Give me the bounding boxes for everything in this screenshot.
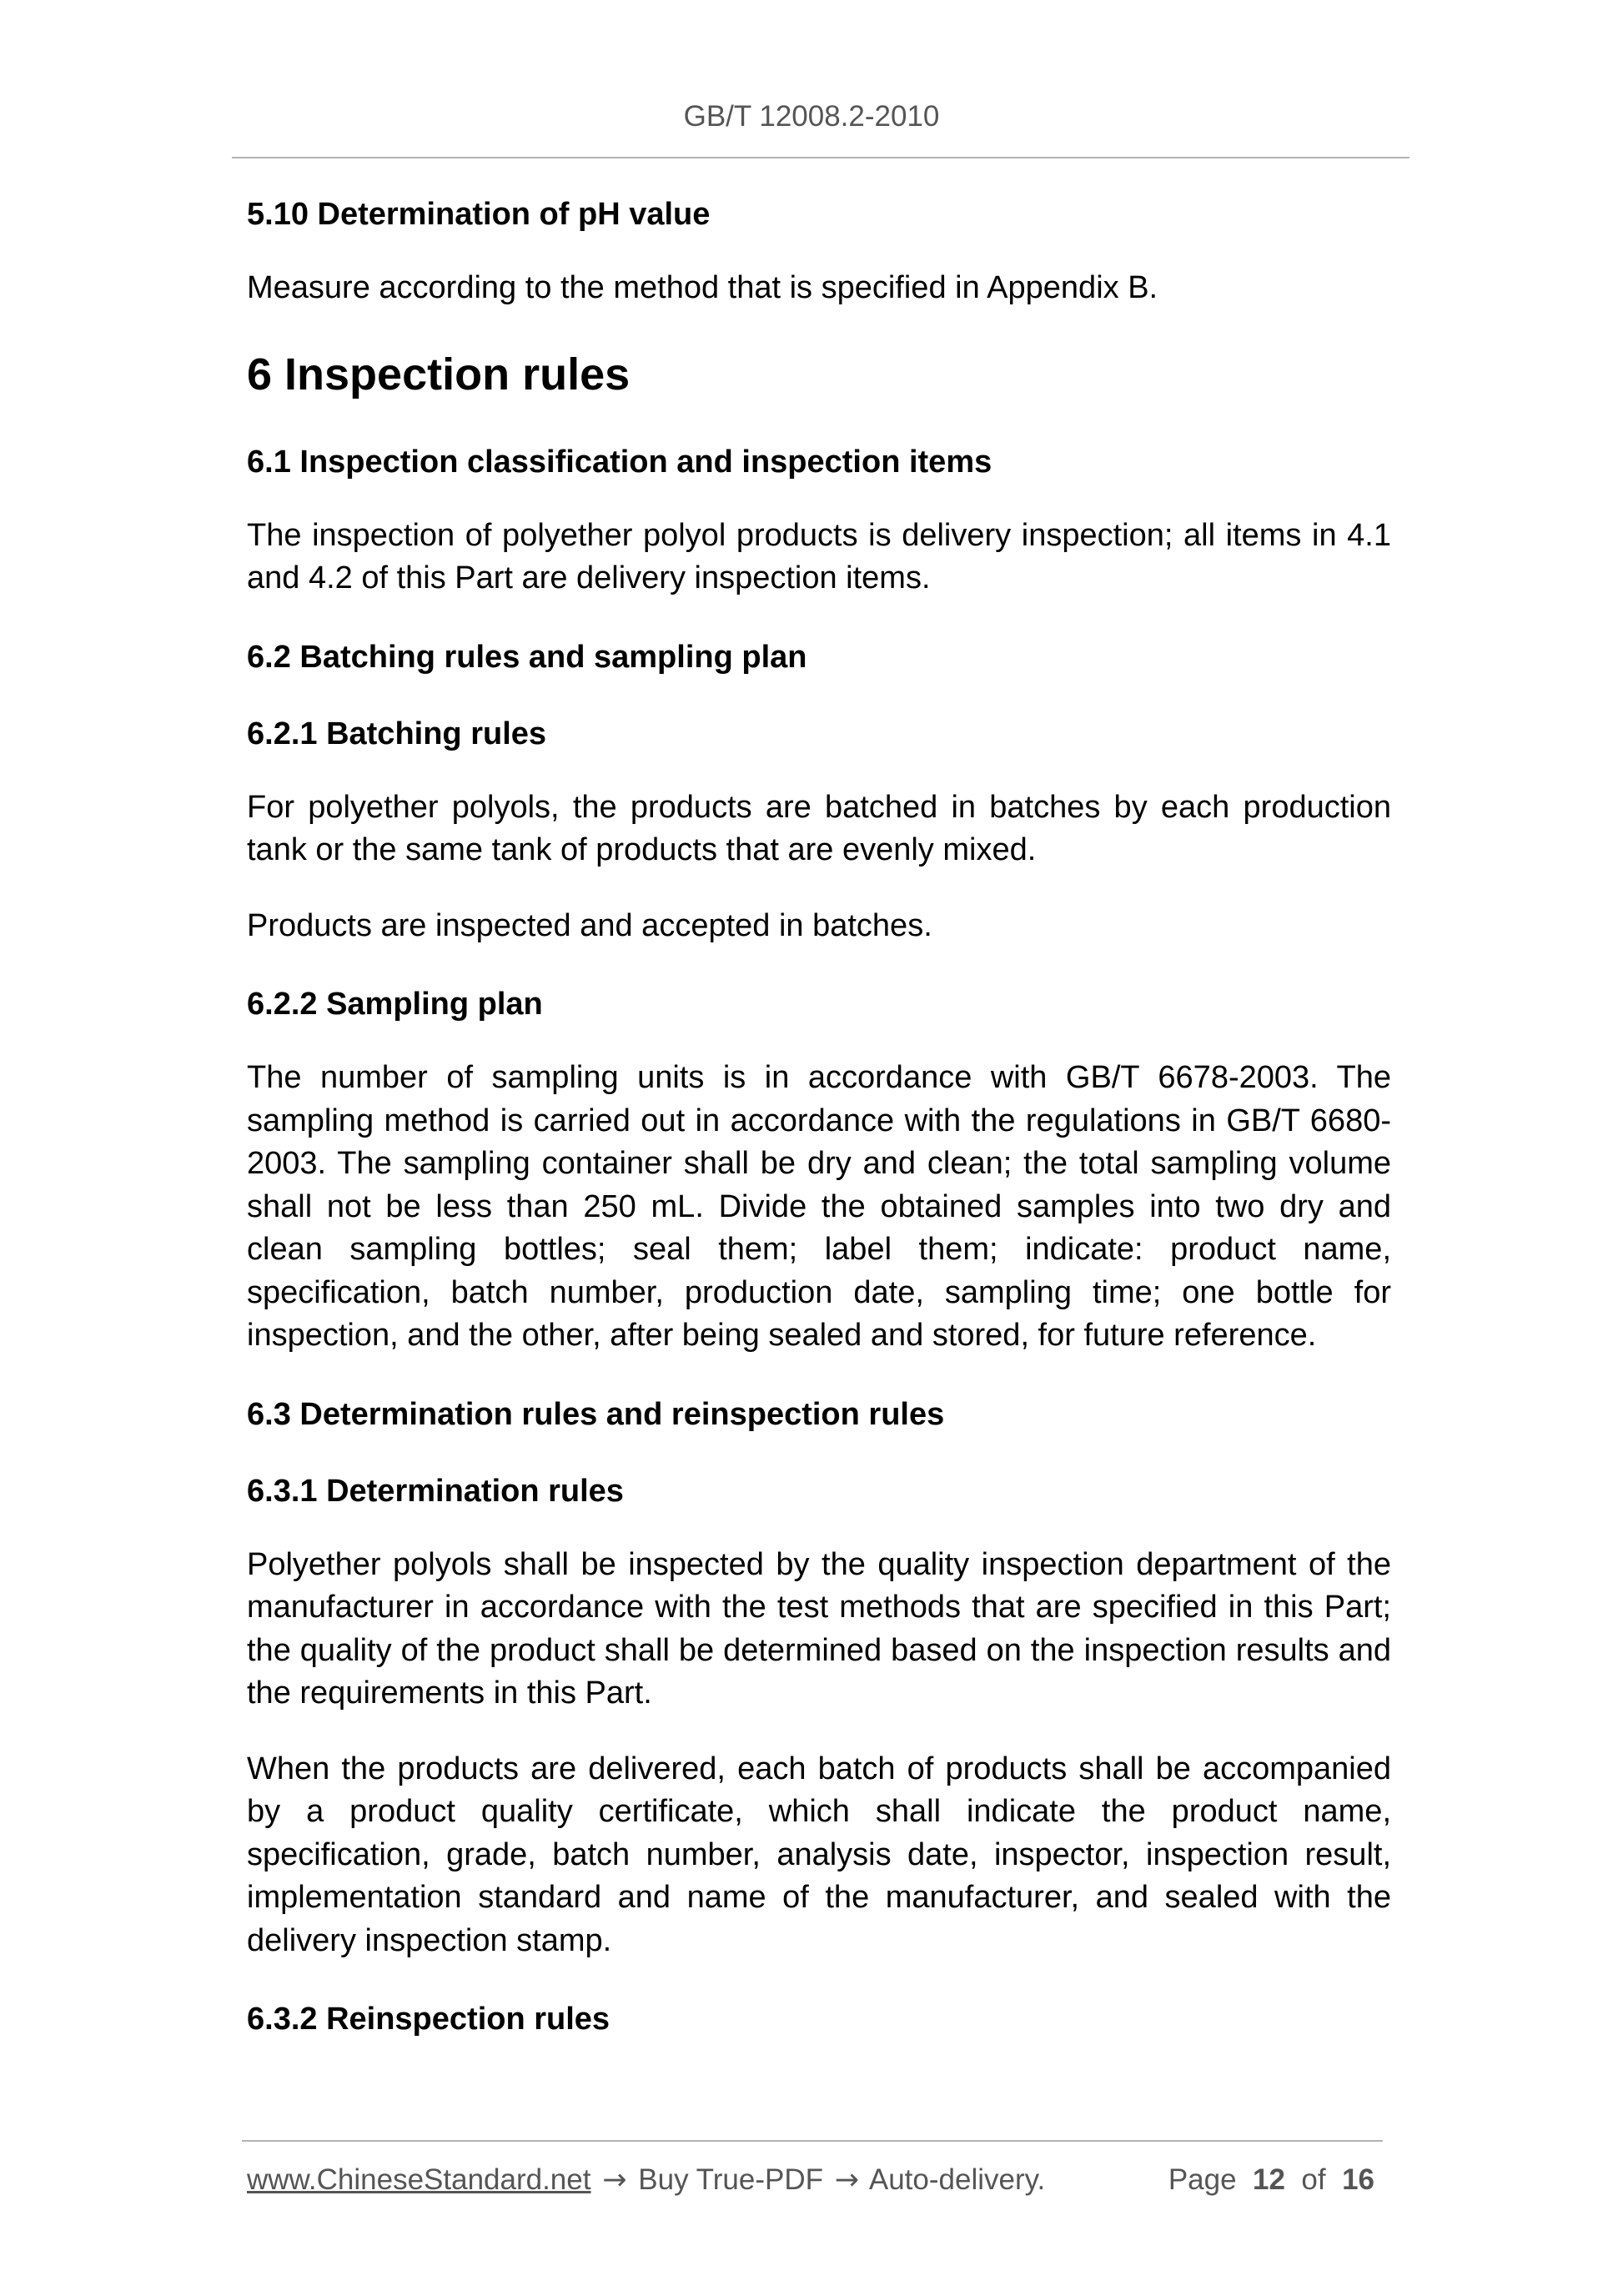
page-footer xyxy=(247,2163,1381,2205)
paragraph-determination-rules: Polyether polyols shall be inspected by the quality inspection department of the manufacturer in accordance with the test methods that are specified in this Part; the quality of the product shall be determined based on the inspection results and the requirements in this Part. xyxy=(247,1546,1391,1711)
total-page-count: 16 xyxy=(1342,2163,1374,2196)
header-divider xyxy=(232,157,1409,158)
section-heading-6-2-1: 6.2.1 Batching rules xyxy=(247,716,547,751)
section-heading-6-2: 6.2 Batching rules and sampling plan xyxy=(247,639,807,675)
chapter-heading-6: 6 Inspection rules xyxy=(247,349,631,399)
section-heading-6-3-1: 6.3.1 Determination rules xyxy=(247,1473,624,1509)
paragraph-batching: For polyether polyols, the products are batched in batches by each production tank or the same tank of products that are evenly mixed. xyxy=(247,789,1391,867)
paragraph-inspection-classification: The inspection of polyether polyol products is delivery inspection; all items in 4.1 and 4.2 of this Part are delivery inspection items. xyxy=(247,517,1391,595)
buy-true-pdf-text: Buy True-PDF xyxy=(638,2163,823,2196)
website-link[interactable]: www.ChineseStandard.net xyxy=(247,2163,591,2196)
paragraph-sampling-plan: The number of sampling units is in accordance with GB/T 6678-2003. The sampling method is carried out in accordance with the regulations in GB/T 6680-2003. The sampling container shall be dry and clean; the total sampling volume shall not be less than 250 mL. Divide the obtained samples into two dry and clean sampling bottles; seal them; label them; indicate: product name, specification, batch number, production date, sampling time; one bottle for inspection, and the other, after being sealed and stored, for future reference. xyxy=(247,1060,1391,1353)
footer-promo xyxy=(247,2163,1045,2197)
page-number xyxy=(1168,2163,1374,2197)
paragraph-batch-acceptance: Products are inspected and accepted in batches. xyxy=(247,907,932,943)
arrow-right-icon: → xyxy=(602,2163,627,2197)
auto-delivery-text: Auto-delivery. xyxy=(868,2163,1046,2196)
section-heading-5-10: 5.10 Determination of pH value xyxy=(247,197,711,232)
section-heading-6-3-2: 6.3.2 Reinspection rules xyxy=(247,2002,611,2037)
document-body xyxy=(247,190,1391,2072)
current-page-number: 12 xyxy=(1253,2163,1285,2196)
standard-code-header: GB/T 12008.2-2010 xyxy=(683,100,940,133)
footer-divider xyxy=(242,2140,1383,2142)
section-heading-6-1: 6.1 Inspection classification and inspection items xyxy=(247,444,992,480)
paragraph-ph-method: Measure according to the method that is specified in Appendix B. xyxy=(247,270,1158,305)
arrow-right-icon: → xyxy=(834,2163,860,2197)
paragraph-quality-certificate: When the products are delivered, each batch of products shall be accompanied by a product quality certificate, which shall indicate the product name, specification, grade, batch number, analysis date, inspector, inspection result, implementation standard and name of the manufacturer, and sealed with the delivery inspection stamp. xyxy=(247,1751,1391,1958)
page-label: Page xyxy=(1168,2163,1237,2196)
of-label: of xyxy=(1301,2163,1326,2196)
section-heading-6-2-2: 6.2.2 Sampling plan xyxy=(247,987,543,1022)
section-heading-6-3: 6.3 Determination rules and reinspection rules xyxy=(247,1396,945,1432)
